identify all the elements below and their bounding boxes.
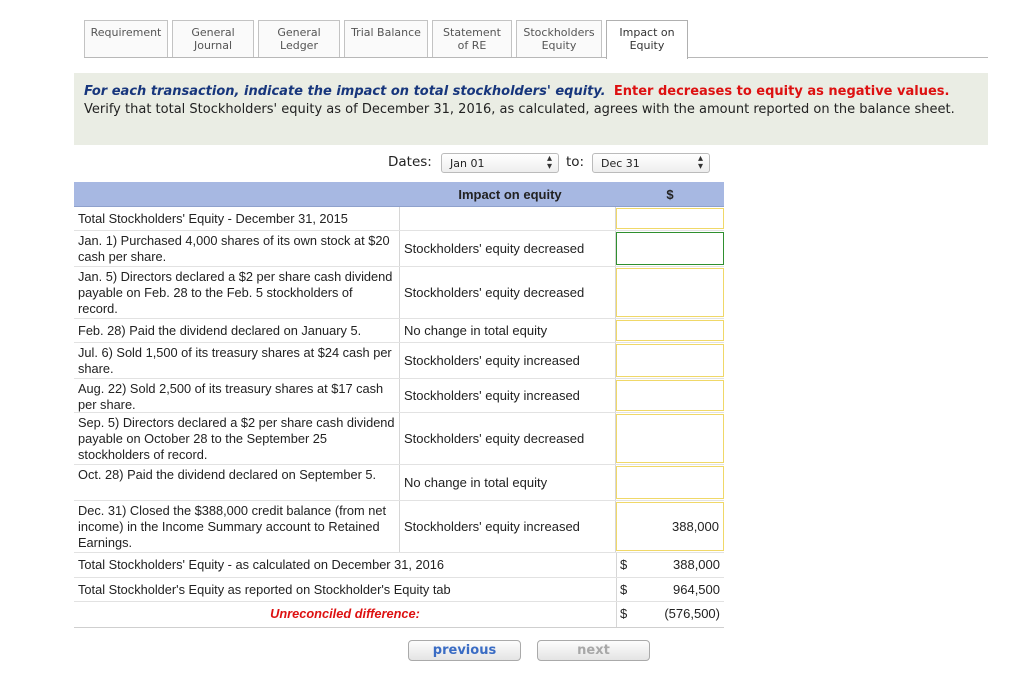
impact-select[interactable]: Stockholders' equity increased xyxy=(400,343,616,378)
impact-select[interactable]: Stockholders' equity increased xyxy=(400,501,616,552)
amount-input[interactable] xyxy=(616,344,724,377)
amount-input[interactable] xyxy=(616,320,724,341)
header-amount: $ xyxy=(666,186,674,202)
amount-input[interactable] xyxy=(616,232,724,265)
dates-label: Dates: xyxy=(388,154,432,170)
amount-input[interactable] xyxy=(616,208,724,229)
instructions-rest: Verify that total Stockholders' equity as of December 31, 2016, as calculated, agrees with the amount reported on the balance sheet. xyxy=(84,101,955,117)
impact-select[interactable]: Stockholders' equity decreased xyxy=(400,231,616,266)
table-row: Jan. 5) Directors declared a $2 per share cash dividend payable on Feb. 28 to the Feb. 5 stockholders of record. Stockholders' equity decreased xyxy=(74,267,724,319)
impact-select[interactable]: No change in total equity xyxy=(400,319,616,342)
tab-general-ledger[interactable]: General Ledger xyxy=(258,20,340,57)
table-header xyxy=(74,182,724,207)
date-from-select[interactable]: Jan 01 ▴ ▾ xyxy=(441,153,559,173)
amount-input[interactable] xyxy=(616,414,724,463)
total-reported-row: Total Stockholder's Equity as reported on Stockholder's Equity tab $ 964,500 xyxy=(74,578,724,602)
tab-statement-of-re[interactable]: Statement of RE xyxy=(432,20,512,57)
tab-impact-on-equity[interactable]: Impact on Equity xyxy=(606,20,688,59)
amount-input[interactable] xyxy=(616,380,724,411)
table-row: Dec. 31) Closed the $388,000 credit balance (from net income) in the Income Summary account to Retained Earnings. Stockholders' equity increased 388,000 xyxy=(74,501,724,553)
table-row-opening: Total Stockholders' Equity - December 31, 2015 xyxy=(74,207,724,231)
impact-select[interactable]: Stockholders' equity decreased xyxy=(400,413,616,464)
tab-general-journal[interactable]: General Journal xyxy=(172,20,254,57)
impact-select[interactable]: No change in total equity xyxy=(400,465,616,500)
total-calculated-value: 388,000 xyxy=(673,557,720,572)
next-button[interactable]: next xyxy=(537,640,650,661)
total-calculated-row: Total Stockholders' Equity - as calculated on December 31, 2016 $ 388,000 xyxy=(74,553,724,578)
tab-requirement[interactable]: Requirement xyxy=(84,20,168,57)
amount-input[interactable]: 388,000 xyxy=(616,502,724,551)
tab-bar xyxy=(84,20,988,58)
impact-select[interactable]: Stockholders' equity increased xyxy=(400,379,616,412)
header-impact: Impact on equity xyxy=(458,186,562,202)
table-row: Jan. 1) Purchased 4,000 shares of its own stock at $20 cash per share. Stockholders' equity decreased xyxy=(74,231,724,267)
amount-input[interactable] xyxy=(616,268,724,317)
amount-input[interactable] xyxy=(616,466,724,499)
instructions-warning: Enter decreases to equity as negative values. xyxy=(613,84,950,99)
unreconciled-row: Unreconciled difference: $ (576,500) xyxy=(74,602,724,628)
table-row: Sep. 5) Directors declared a $2 per share cash dividend payable on October 28 to the September 25 stockholders of record. Stockholders' equity decreased xyxy=(74,413,724,465)
instructions-panel xyxy=(74,73,988,145)
table-row: Aug. 22) Sold 2,500 of its treasury shares at $17 cash per share. Stockholders' equity increased xyxy=(74,379,724,413)
updown-arrow-icon: ▴ ▾ xyxy=(546,153,552,172)
unreconciled-value: (576,500) xyxy=(664,606,720,621)
table-row: Feb. 28) Paid the dividend declared on January 5. No change in total equity xyxy=(74,319,724,343)
tab-stockholders-equity[interactable]: Stockholders Equity xyxy=(516,20,602,57)
instructions-main: For each transaction, indicate the impact on total stockholders' equity. xyxy=(84,84,606,99)
table-row: Jul. 6) Sold 1,500 of its treasury shares at $24 cash per share. Stockholders' equity increased xyxy=(74,343,724,379)
unreconciled-label: Unreconciled difference: xyxy=(270,606,420,621)
date-to-select[interactable]: Dec 31 ▴ ▾ xyxy=(592,153,710,173)
tab-trial-balance[interactable]: Trial Balance xyxy=(344,20,428,57)
previous-button[interactable]: previous xyxy=(408,640,521,661)
updown-arrow-icon: ▴ ▾ xyxy=(697,153,703,172)
dates-to-label: to: xyxy=(566,154,585,170)
impact-select[interactable]: Stockholders' equity decreased xyxy=(400,267,616,318)
total-reported-value: 964,500 xyxy=(673,582,720,597)
table-row: Oct. 28) Paid the dividend declared on September 5. No change in total equity xyxy=(74,465,724,501)
